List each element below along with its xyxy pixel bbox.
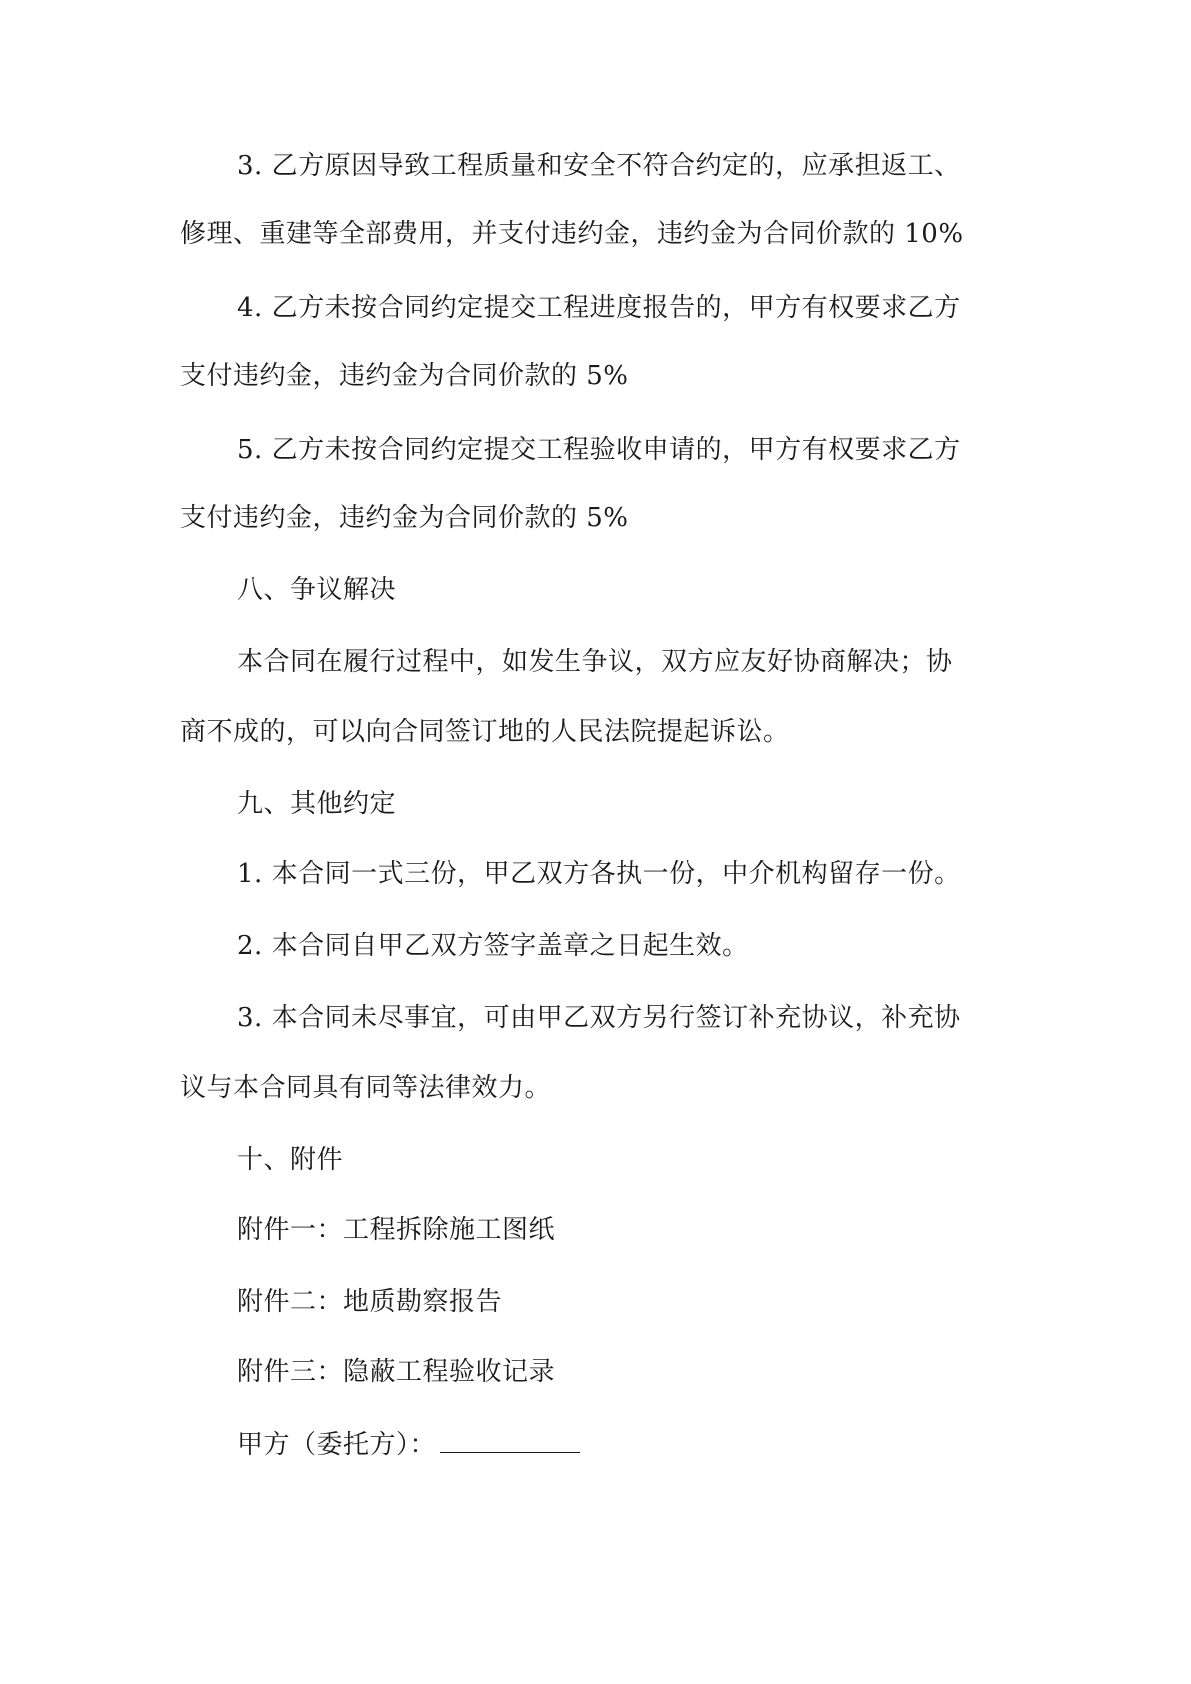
clause-7-4-line-1: 4. 乙方未按合同约定提交工程进度报告的，甲方有权要求乙方: [237, 293, 961, 323]
section-9-heading: 九、其他约定: [237, 789, 397, 819]
party-a-signature-row: [237, 1426, 1067, 1463]
clause-7-5-line-1: 5. 乙方未按合同约定提交工程验收申请的，甲方有权要求乙方: [237, 435, 961, 465]
party-a-label: 甲方（委托方）：: [237, 1430, 437, 1460]
attachment-3: 附件三：隐蔽工程验收记录: [237, 1357, 556, 1387]
section-8-body-line-1: 本合同在履行过程中，如发生争议，双方应友好协商解决；协: [237, 647, 953, 677]
section-8-body-line-2: 商不成的，可以向合同签订地的人民法院提起诉讼。: [180, 717, 790, 747]
clause-7-3-line-1: 3. 乙方原因导致工程质量和安全不符合约定的，应承担返工、: [237, 151, 961, 181]
clause-9-1: 1. 本合同一式三份，甲乙双方各执一份，中介机构留存一份。: [237, 859, 961, 889]
attachment-1: 附件一：工程拆除施工图纸: [237, 1215, 556, 1245]
clause-9-3-line-1: 3. 本合同未尽事宜，可由甲乙双方另行签订补充协议，补充协: [237, 1003, 961, 1033]
clause-7-5-line-2: 支付违约金，违约金为合同价款的 5%: [180, 503, 629, 533]
section-10-heading: 十、附件: [237, 1145, 344, 1175]
section-8-heading: 八、争议解决: [237, 575, 397, 605]
clause-7-3-line-2: 修理、重建等全部费用，并支付违约金，违约金为合同价款的 10%: [180, 219, 964, 249]
attachment-2: 附件二：地质勘察报告: [237, 1287, 503, 1317]
clause-7-4-line-2: 支付违约金，违约金为合同价款的 5%: [180, 361, 629, 391]
party-a-signature-blank: [440, 1426, 580, 1453]
clause-9-2: 2. 本合同自甲乙双方签字盖章之日起生效。: [237, 931, 749, 961]
clause-9-3-line-2: 议与本合同具有同等法律效力。: [180, 1073, 552, 1103]
